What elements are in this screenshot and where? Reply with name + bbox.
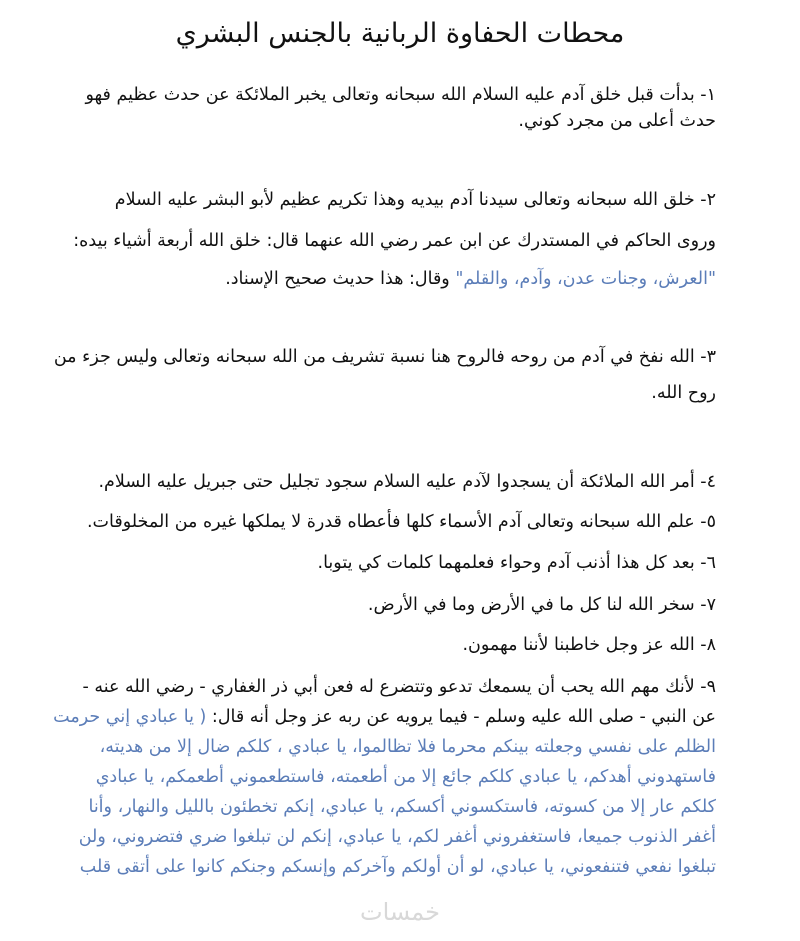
para-6: ٦- بعد كل هذا أذنب آدم وحواء فعلمهما كلمات كي يتوبا. <box>317 553 716 573</box>
para-2-line-3 <box>40 265 716 293</box>
para-7: ٧- سخر الله لنا كل ما في الأرض وما في الأرض. <box>367 595 716 615</box>
para-2-line-2: وروى الحاكم في المستدرك عن ابن عمر رضي الله عنهما قال: خلق الله أربعة أشياء بيده: <box>73 231 716 251</box>
para-8: ٨- الله عز وجل خاطبنا لأننا مهمون. <box>462 635 716 655</box>
page-title: محطات الحفاوة الربانية بالجنس البشري <box>175 18 625 49</box>
quote-line: كلكم عار إلا من كسوته، فاستكسوني أكسكم، يا عبادي، إنكم تخطئون بالليل والنهار، وأنا <box>88 797 716 817</box>
para-2-line-1: ٢- خلق الله سبحانه وتعالى سيدنا آدم بيديه وهذا تكريم عظيم لأبو البشر عليه السلام <box>114 190 716 210</box>
quote-line: فاستهدوني أهدكم، يا عبادي كلكم جائع إلا من أطعمته، فاستطعموني أطعمكم، يا عبادي <box>95 767 716 787</box>
quote-start: ( يا عبادي إني حرمت <box>53 707 207 727</box>
quote-text: "العرش، وجنات عدن، وآدم، والقلم" <box>455 269 716 289</box>
para-4: ٤- أمر الله الملائكة أن يسجدوا لآدم عليه السلام سجود تجليل حتى جبريل عليه السلام. <box>98 472 716 492</box>
quote-line: أغفر الذنوب جميعا، فاستغفروني أغفر لكم، يا عبادي، إنكم لن تبلغوا ضري فتضروني، ولن <box>78 827 716 847</box>
para-1-line-1: ١- بدأت قبل خلق آدم عليه السلام الله سبحانه وتعالى يخبر الملائكة عن حدث عظيم فهو <box>85 85 716 105</box>
watermark-logo: خمسات <box>359 898 441 926</box>
para-5: ٥- علم الله سبحانه وتعالى آدم الأسماء كلها فأعطاه قدرة لا يملكها غيره من المخلوقات. <box>86 512 716 532</box>
hadith-grade: وقال: هذا حديث صحيح الإسناد. <box>225 269 456 289</box>
para-3-line-1: ٣- الله نفخ في آدم من روحه فالروح هنا نسبة تشريف من الله سبحانه وتعالى وليس جزء من <box>53 347 716 367</box>
para-1-line-2: حدث أعلى من مجرد كوني. <box>518 111 716 131</box>
quote-line: تبلغوا نفعي فتنفعوني، يا عبادي، لو أن أولكم وآخركم وإنسكم وجنكم كانوا على أتقى قلب <box>79 857 716 877</box>
quote-line: الظلم على نفسي وجعلته بينكم محرما فلا تظالموا، يا عبادي ، كلكم ضال إلا من هديته، <box>99 737 716 757</box>
para-3-line-2: روح الله. <box>651 383 716 403</box>
narration-text: عن النبي - صلى الله عليه وسلم - فيما يرويه عن ربه عز وجل أنه قال: <box>206 707 716 727</box>
para-9-line-2 <box>40 703 716 731</box>
para-9-line-1: ٩- لأنك مهم الله يحب أن يسمعك تدعو وتتضرع له فعن أبي ذر الغفاري - رضي الله عنه - <box>82 677 716 697</box>
